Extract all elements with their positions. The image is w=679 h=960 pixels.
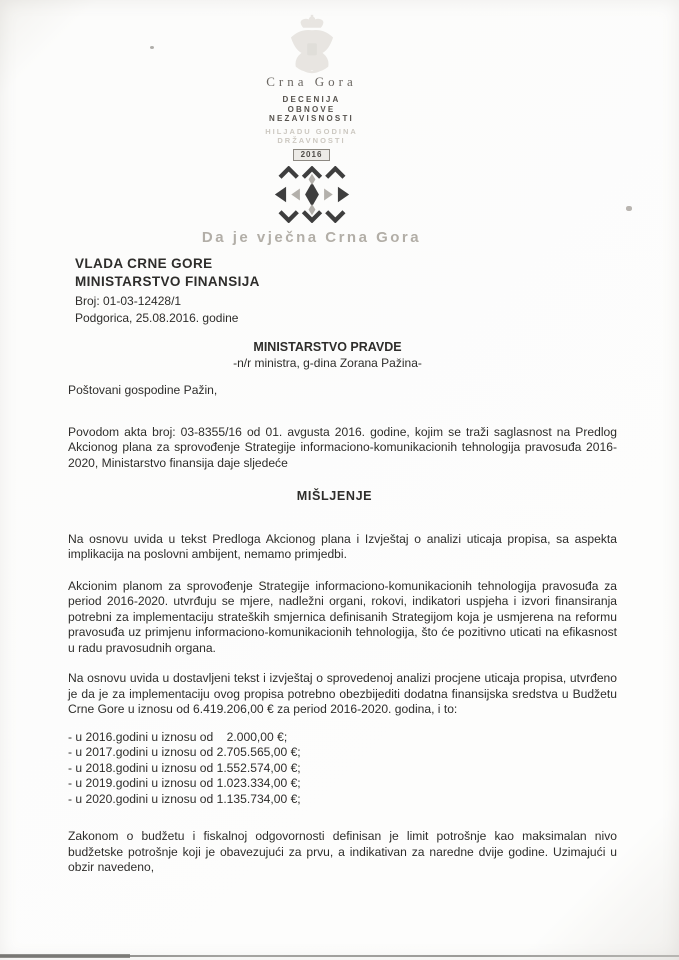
amount-line: - u 2017.godini u iznosu od 2.705.565,00 €;: [68, 745, 301, 759]
amount-line: - u 2018.godini u iznosu od 1.552.574,00 €;: [68, 760, 301, 775]
intro-paragraph: Povodom akta broj: 03-8355/16 od 01. avgusta 2016. godine, kojim se traži saglasnost na Predlog Akcionog plana za sprovođenje Strategije informaciono-komunikacionih tehnologija pravosuđa 2016-2020, Ministarstvo finansija daje sljedeće: [68, 424, 617, 470]
scan-artifact: [626, 206, 632, 211]
opinion-heading: MIŠLJENJE: [296, 489, 373, 503]
document-body: [68, 383, 617, 876]
scan-artifact: [150, 46, 154, 49]
closing-paragraph: Zakonom o budžetu i fiskalnoj odgovornosti definisan je limit potrošnje kao maksimalan nivo budžetske potrošnje koji je obavezujući za prvu, a indikativan za naredne dvije godine. Uzimajući u obzir navedeno,: [68, 829, 617, 874]
campaign-line: DECENIJA: [282, 95, 341, 104]
letterhead: [0, 14, 651, 245]
faint-line: DRŽAVNOSTI: [277, 135, 346, 145]
amount-line: - u 2019.godini u iznosu od 1.023.334,00 €;: [68, 776, 301, 790]
recipient-block: [0, 340, 667, 370]
faint-campaign-block: [0, 127, 651, 145]
sender-government: VLADA CRNE GORE: [75, 256, 213, 271]
year-badge: 2016: [293, 149, 331, 161]
arrows-snowflake-emblem-icon: [273, 166, 351, 223]
sender-block: [75, 256, 260, 325]
sender-ministry: MINISTARSTVO FINANSIJA: [75, 274, 260, 289]
amount-line: - u 2020.godini u iznosu od 1.135.734,00 €;: [68, 791, 301, 806]
amounts-list: [68, 730, 617, 808]
campaign-line: OBNOVE: [287, 104, 336, 114]
salutation: Poštovani gospodine Pažin,: [68, 383, 218, 397]
campaign-block: [0, 95, 651, 124]
place-and-date: Podgorica, 25.08.2016. godine: [75, 311, 239, 325]
body-paragraph: Na osnovu uvida u tekst Predloga Akcionog plana i Izvještaj o analizi uticaja propisa, sa aspekta implikacija na poslovni ambijent, nemamo primjedbi.: [68, 531, 617, 561]
montenegro-coat-of-arms-icon: [281, 14, 343, 74]
letterhead-motto: Da je vječna Crna Gora: [201, 228, 422, 246]
country-name: Crna Gora: [266, 74, 357, 89]
faint-line: HILJADU GODINA: [265, 126, 358, 136]
body-paragraph: Na osnovu uvida u dostavljeni tekst i izvještaj o sprovedenoj analizi procjene uticaja propisa, utvrđeno je da je za implementaciju ovog propisa potrebno obezbijediti dodatna finansijska sredstva u Budžetu Crne Gore u iznosu od 6.419.206,00 € za period 2016-2020. godina, i to:: [68, 671, 617, 716]
body-paragraph: Akcionim planom za sprovođenje Strategije informaciono-komunikacionih tehnologija pravosuđa za period 2016-2020. utvrđuju se mjere, nadležni organi, rokovi, indikatori uspjeha i izvori finansiranja potrebni za implementaciju strateških smjernica definisanih Strategijom koja je usmjerena na reformu pravosuđa uz primjenu informaciono-komunikacionih tehnologija, što će pozitivno uticati na efikasnost u radu pravosudnih organa.: [68, 578, 617, 655]
reference-number: Broj: 01-03-12428/1: [75, 294, 182, 308]
campaign-line: NEZAVISNOSTI: [269, 114, 354, 123]
recipient-name: MINISTARSTVO PRAVDE: [253, 340, 402, 354]
recipient-attention: -n/r ministra, g-dina Zorana Pažina-: [233, 356, 422, 370]
scan-edge-corner: [0, 954, 130, 958]
amount-line: - u 2016.godini u iznosu od 2.000,00 €;: [68, 729, 288, 744]
